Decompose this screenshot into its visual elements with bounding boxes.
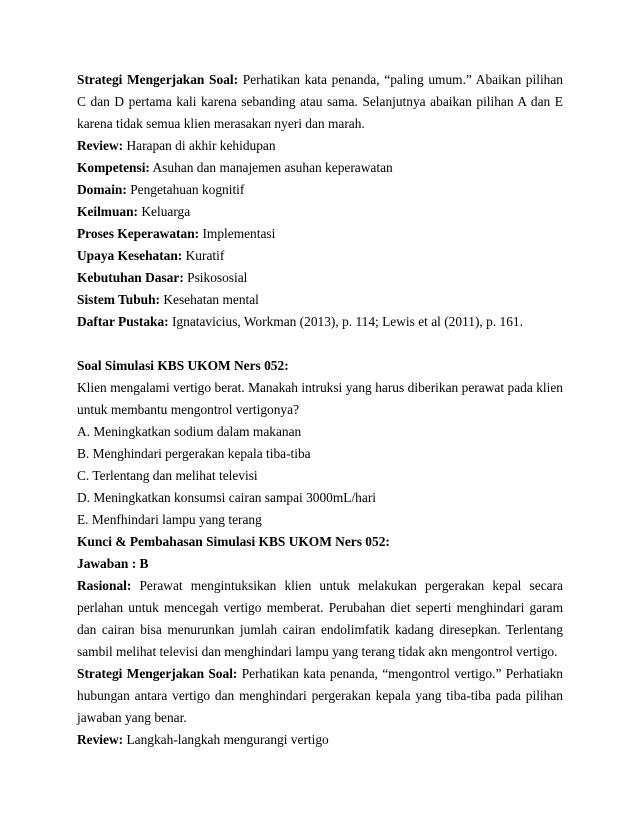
- option-c: C. Terlentang dan melihat televisi: [77, 468, 258, 483]
- meta-label: Proses Keperawatan:: [77, 226, 200, 241]
- review-value: Langkah-langkah mengurangi vertigo: [123, 732, 329, 747]
- meta-sistem: [77, 289, 563, 311]
- option-a: A. Meningkatkan sodium dalam makanan: [77, 424, 302, 439]
- meta-label: Domain:: [77, 182, 127, 197]
- meta-label: Sistem Tubuh:: [77, 292, 160, 307]
- strategy-text: Perhatikan kata penanda, “paling umum.” Abaikan pilihan C dan D pertama kali karena sebanding atau sama. Selanjutnya abaikan pilihan A dan E karena tidak semua klien merasakan nyeri dan marah.: [77, 72, 564, 131]
- meta-value: Pengetahuan kognitif: [126, 182, 245, 197]
- meta-review: [77, 135, 563, 157]
- meta-kompetensi: [77, 157, 563, 179]
- strategy-label: Strategi Mengerjakan Soal:: [77, 72, 239, 87]
- review-line: [77, 729, 563, 751]
- meta-kebutuhan: [77, 267, 563, 289]
- strategy-text: Perhatikan kata penanda, “mengontrol vertigo.” Perhatiakn hubungan antara vertigo dan menghindari pergerakan kepala yang tiba-tiba pada pilihan jawaban yang benar.: [77, 666, 563, 725]
- meta-value: Ignatavicius, Workman (2013), p. 114; Lewis et al (2011), p. 161.: [168, 314, 523, 329]
- review-label: Review:: [77, 732, 124, 747]
- rationale-paragraph: [77, 575, 563, 663]
- meta-value: Harapan di akhir kehidupan: [123, 138, 276, 153]
- meta-value: Kesehatan mental: [160, 292, 259, 307]
- strategy-paragraph-1: [77, 69, 563, 135]
- strategy-paragraph-2: [77, 663, 563, 729]
- meta-domain: [77, 179, 563, 201]
- rationale-text: Perawat mengintuksikan klien untuk melakukan pergerakan kepal secara perlahan untuk mencegah vertigo memberat. Perubahan diet seperti menghindari garam dan cairan bisa menurunkan jumlah cairan endolimfatik kadang diresepkan. Terlentang sambil melihat televisi dan menghindari lampu yang terang tidak akn mengontrol vertigo.: [77, 578, 563, 659]
- answer-line: Jawaban : B: [77, 556, 149, 571]
- option-b: B. Menghindari pergerakan kepala tiba-tiba: [77, 446, 311, 461]
- meta-pustaka: [77, 311, 563, 333]
- meta-value: Psikososial: [183, 270, 248, 285]
- option-e: E. Menfhindari lampu yang terang: [77, 512, 262, 527]
- meta-value: Kuratif: [182, 248, 225, 263]
- meta-label: Kompetensi:: [77, 160, 150, 175]
- meta-value: Asuhan dan manajemen asuhan keperawatan: [149, 160, 393, 175]
- question-heading: Soal Simulasi KBS UKOM Ners 052:: [77, 358, 289, 373]
- meta-label: Keilmuan:: [77, 204, 139, 219]
- meta-label: Daftar Pustaka:: [77, 314, 169, 329]
- answer-key-heading: Kunci & Pembahasan Simulasi KBS UKOM Ners 052:: [77, 534, 390, 549]
- meta-keilmuan: [77, 201, 563, 223]
- meta-label: Review:: [77, 138, 124, 153]
- meta-label: Kebutuhan Dasar:: [77, 270, 184, 285]
- page-content: [77, 69, 563, 751]
- meta-value: Implementasi: [199, 226, 276, 241]
- question-text: Klien mengalami vertigo berat. Manakah intruksi yang harus diberikan perawat pada klien untuk membantu mengontrol vertigonya?: [77, 380, 563, 417]
- section-spacer: [77, 333, 563, 355]
- rationale-label: Rasional:: [77, 578, 132, 593]
- meta-proses: [77, 223, 563, 245]
- option-d: D. Meningkatkan konsumsi cairan sampai 3000mL/hari: [77, 490, 376, 505]
- meta-label: Upaya Kesehatan:: [77, 248, 183, 263]
- meta-value: Keluarga: [138, 204, 191, 219]
- meta-upaya: [77, 245, 563, 267]
- strategy-label: Strategi Mengerjakan Soal:: [77, 666, 238, 681]
